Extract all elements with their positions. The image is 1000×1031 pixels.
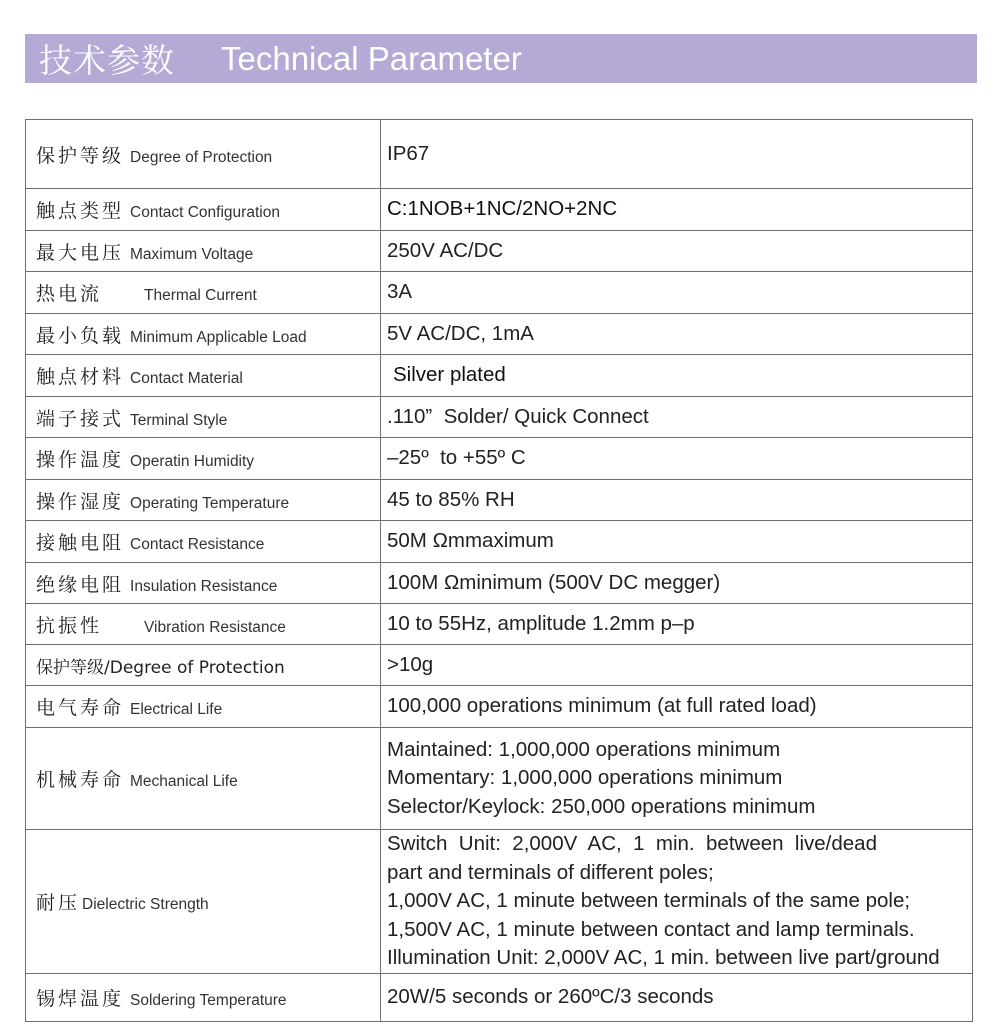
param-value: 3A <box>387 280 413 304</box>
param-value: IP67 <box>387 141 430 165</box>
param-label-full: 保护等级/Degree of Protection <box>36 657 285 678</box>
param-label-cell <box>26 231 381 272</box>
param-value-line: part and terminals of different poles; <box>387 860 714 884</box>
table-row <box>26 521 973 563</box>
param-label-cn: 热电流 <box>36 283 103 305</box>
param-label-cn: 耐压 <box>36 892 81 914</box>
param-label-cn: 最大电压 <box>36 241 125 264</box>
parameter-table <box>25 119 973 1022</box>
param-label-cn: 操作温度 <box>36 449 125 471</box>
table-row <box>26 355 973 397</box>
param-label-cn: 保护等级 <box>36 144 125 167</box>
param-label-cn: 触点类型 <box>36 200 125 222</box>
param-label-en: Operatin Humidity <box>130 453 255 470</box>
param-label-cn: 端子接式 <box>36 407 125 430</box>
param-value-line: Switch Unit: 2,000V AC, 1 min. between live/dead <box>387 832 877 856</box>
param-label-cell <box>26 120 381 189</box>
param-value-cell <box>381 686 973 728</box>
param-value-cell <box>381 728 973 830</box>
param-label-en: Contact Material <box>130 370 243 387</box>
param-label-en: Maximum Voltage <box>130 245 254 263</box>
param-value: 100,000 operations minimum (at full rated load) <box>387 694 817 718</box>
param-label-cell <box>26 521 381 563</box>
table-row <box>26 314 973 355</box>
param-value-cell <box>381 563 973 604</box>
param-label-en: Vibration Resistance <box>144 618 286 636</box>
param-value: 100M Ωminimum (500V DC megger) <box>387 570 721 594</box>
param-label-cell <box>26 604 381 645</box>
param-value: C:1NOB+1NC/2NO+2NC <box>387 197 618 221</box>
table-row <box>26 272 973 314</box>
param-label-en: Degree of Protection <box>130 148 273 166</box>
param-label-cell <box>26 728 381 830</box>
param-label-cell <box>26 272 381 314</box>
param-label-en: Contact Configuration <box>130 204 280 221</box>
param-label-cn: 电气寿命 <box>36 697 125 719</box>
param-label-cell <box>26 645 381 686</box>
table-row <box>26 189 973 231</box>
param-value: >10g <box>387 652 434 676</box>
param-label-en: Minimum Applicable Load <box>130 328 307 346</box>
param-label-cn: 操作湿度 <box>36 490 125 513</box>
param-label-cn: 触点材料 <box>36 366 125 388</box>
header-title-cn: 技术参数 <box>39 41 175 80</box>
param-label-cell <box>26 314 381 355</box>
param-value-line: Selector/Keylock: 250,000 operations minimum <box>387 794 816 818</box>
param-label-en: Operating Temperature <box>130 494 290 512</box>
param-label-en: Electrical Life <box>130 701 223 718</box>
param-value-cell <box>381 272 973 314</box>
table-row <box>26 120 973 189</box>
param-value: 10 to 55Hz, amplitude 1.2mm p–p <box>387 611 695 635</box>
param-value: 20W/5 seconds or 260ºC/3 seconds <box>387 985 714 1009</box>
table-row <box>26 830 973 974</box>
param-value-cell <box>381 604 973 645</box>
table-row <box>26 438 973 480</box>
param-value-cell <box>381 231 973 272</box>
param-label-en: Mechanical Life <box>130 773 238 790</box>
table-row <box>26 604 973 645</box>
param-label-cell <box>26 480 381 521</box>
param-label-cell <box>26 438 381 480</box>
param-label-en: Insulation Resistance <box>130 577 278 595</box>
param-label-cn: 抗振性 <box>36 614 103 637</box>
table-row <box>26 563 973 604</box>
table-row <box>26 231 973 272</box>
param-label-en: Soldering Temperature <box>130 992 287 1009</box>
param-value: .110” Solder/ Quick Connect <box>387 404 649 428</box>
param-value-line: 1,500V AC, 1 minute between contact and lamp terminals. <box>387 917 915 941</box>
param-value-cell <box>381 645 973 686</box>
param-label-en: Dielectric Strength <box>82 896 209 913</box>
header-title-en: Technical Parameter <box>221 39 522 77</box>
param-value: 250V AC/DC <box>387 238 504 262</box>
param-label-cell <box>26 830 381 974</box>
param-value-cell <box>381 189 973 231</box>
param-value-cell <box>381 397 973 438</box>
param-value-cell <box>381 480 973 521</box>
param-label-cn: 机械寿命 <box>36 769 125 791</box>
header-band <box>25 34 977 83</box>
param-label-cell <box>26 397 381 438</box>
param-label-en: Terminal Style <box>130 411 228 429</box>
param-value-cell <box>381 438 973 480</box>
param-label-cell <box>26 686 381 728</box>
param-value: 5V AC/DC, 1mA <box>387 321 534 345</box>
table-row <box>26 686 973 728</box>
param-value-line: 1,000V AC, 1 minute between terminals of the same pole; <box>387 889 911 913</box>
param-label-cn: 锡焊温度 <box>36 988 125 1010</box>
param-label-cn: 最小负载 <box>36 324 125 347</box>
table-row <box>26 645 973 686</box>
param-label-cell <box>26 563 381 604</box>
param-value-line: Momentary: 1,000,000 operations minimum <box>387 766 783 790</box>
table-row <box>26 397 973 438</box>
param-value-cell <box>381 314 973 355</box>
param-label-en: Contact Resistance <box>130 536 265 553</box>
param-value-cell <box>381 521 973 563</box>
param-label-cell <box>26 974 381 1022</box>
param-label-cell <box>26 189 381 231</box>
param-label-cn: 接触电阻 <box>36 532 125 554</box>
param-label-cell <box>26 355 381 397</box>
param-label-cn: 绝缘电阻 <box>36 573 125 596</box>
table-row <box>26 728 973 830</box>
param-value: –25º to +55º C <box>387 446 526 470</box>
param-value-cell <box>381 830 973 974</box>
param-value-cell <box>381 120 973 189</box>
param-value-line: Illumination Unit: 2,000V AC, 1 min. between live part/ground <box>387 946 940 970</box>
param-value: Silver plated <box>393 363 506 387</box>
table-row <box>26 974 973 1022</box>
param-value-cell <box>381 355 973 397</box>
param-value-cell <box>381 974 973 1022</box>
table-row <box>26 480 973 521</box>
param-value-line: Maintained: 1,000,000 operations minimum <box>387 737 781 761</box>
param-label-en: Thermal Current <box>144 287 257 304</box>
param-value: 45 to 85% RH <box>387 487 515 511</box>
param-value: 50M Ωmmaximum <box>387 529 554 553</box>
